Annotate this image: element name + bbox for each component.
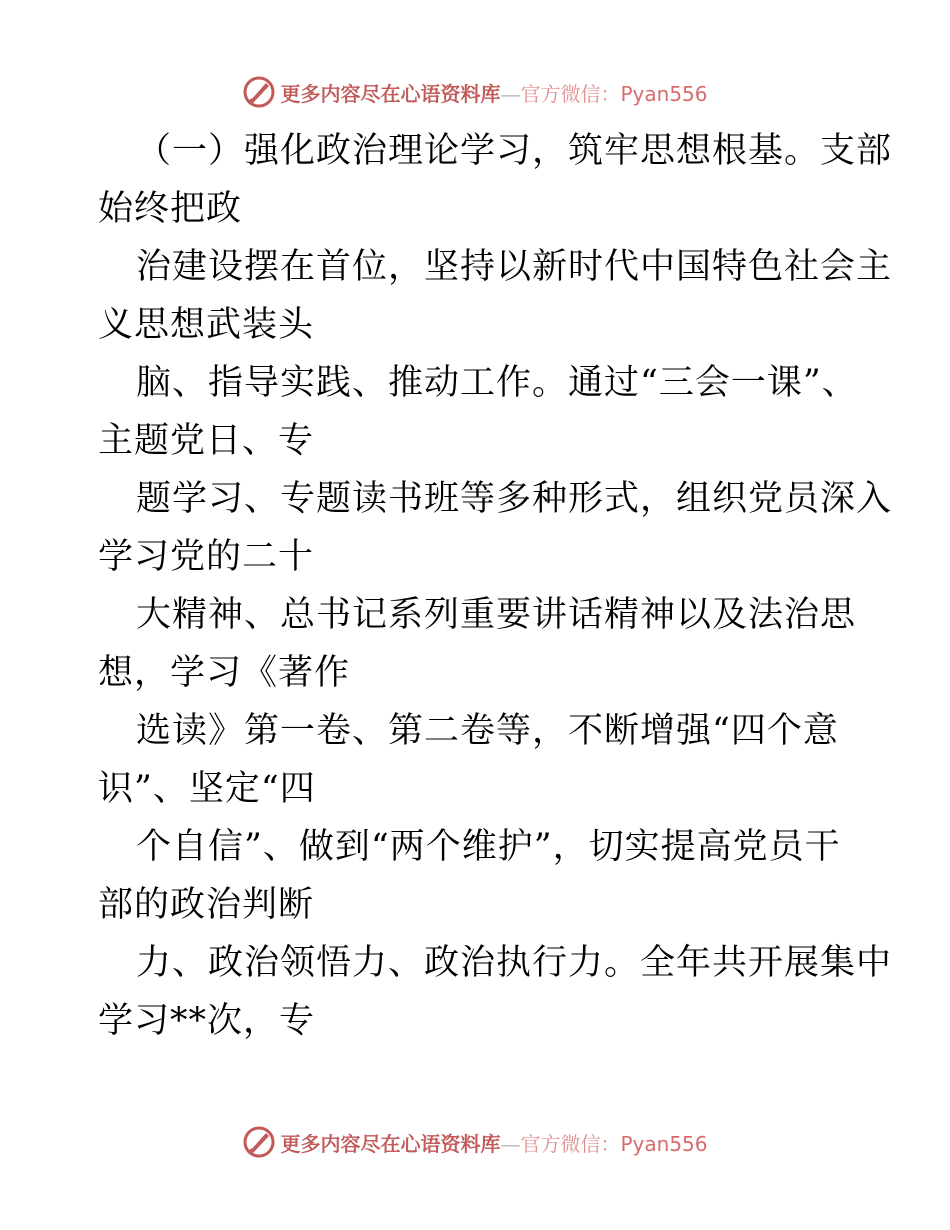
footer-dash: — xyxy=(500,1131,521,1156)
quill-pen-logo-icon xyxy=(242,1125,276,1159)
body-line: 主题党日、专 xyxy=(98,421,315,461)
header-wechat-id: Pyan556 xyxy=(620,81,708,106)
body-line: 学习**次，专 xyxy=(98,1001,316,1041)
body-line: 题学习、专题读书班等多种形式，组织党员深入 xyxy=(136,479,893,519)
body-line: 力、政治领悟力、政治执行力。全年共开展集中 xyxy=(136,943,893,983)
body-line: 选读》第一卷、第二卷等，不断增强“四个意 xyxy=(136,711,839,751)
body-line: 学习党的二十 xyxy=(98,537,315,577)
footer-banner xyxy=(0,1122,950,1162)
body-line: 始终把政 xyxy=(98,189,243,229)
header-dash: — xyxy=(500,81,521,106)
header-wechat-label: 官方微信： xyxy=(520,81,621,106)
body-line: 想，学习《著作 xyxy=(98,653,351,693)
header-text xyxy=(280,78,707,107)
body-line: 大精神、总书记系列重要讲话精神以及法治思 xyxy=(136,595,857,635)
quill-pen-logo-icon xyxy=(242,75,276,109)
body-line: 识”、坚定“四 xyxy=(98,769,316,809)
body-line: 个自信”、做到“两个维护”，切实提高党员干 xyxy=(136,827,841,867)
footer-wechat-label: 官方微信： xyxy=(520,1131,621,1156)
body-line: 脑、指导实践、推动工作。通过“三会一课”、 xyxy=(136,363,858,403)
document-body xyxy=(98,122,893,1050)
footer-text xyxy=(280,1128,707,1157)
footer-wechat-id: Pyan556 xyxy=(620,1131,708,1156)
body-line: （一）强化政治理论学习，筑牢思想根基。支部 xyxy=(136,131,893,171)
footer-main-text: 更多内容尽在心语资料库 xyxy=(280,1131,501,1156)
body-line: 部的政治判断 xyxy=(98,885,315,925)
header-banner xyxy=(0,72,950,112)
header-main-text: 更多内容尽在心语资料库 xyxy=(280,81,501,106)
body-line: 治建设摆在首位，坚持以新时代中国特色社会主 xyxy=(136,247,893,287)
body-line: 义思想武装头 xyxy=(98,305,315,345)
